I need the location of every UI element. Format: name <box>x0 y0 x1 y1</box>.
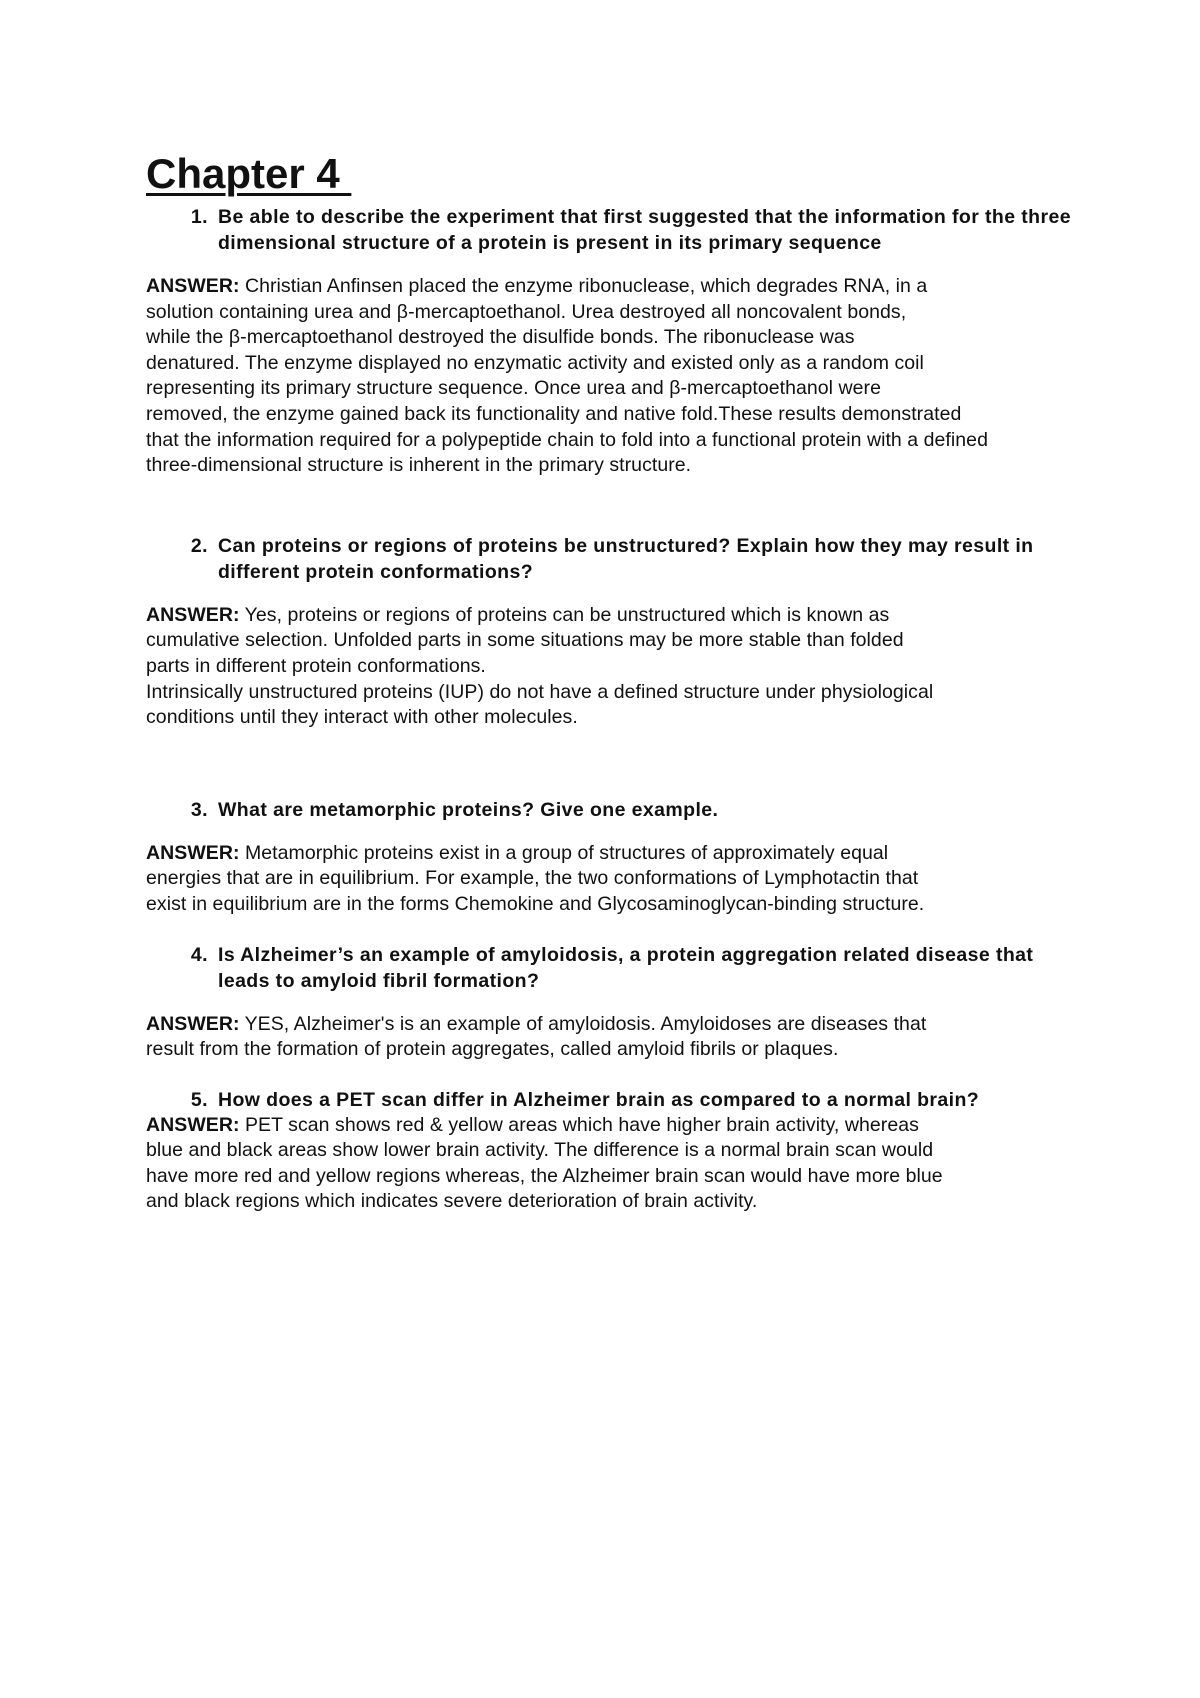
answer-line: ANSWER: PET scan shows red & yellow areas which have higher brain activity, whereas <box>146 1113 919 1136</box>
question-1 <box>146 204 1076 256</box>
question-4 <box>146 942 1076 994</box>
answer-line: while the β-mercaptoethanol destroyed the disulfide bonds. The ribonuclease was <box>146 326 855 349</box>
answer-1 <box>146 274 1076 479</box>
question-number: 4. <box>190 943 208 966</box>
answer-line: result from the formation of protein aggregates, called amyloid fibrils or plaques. <box>146 1038 839 1061</box>
question-block-2 <box>146 533 1076 731</box>
question-text: Is Alzheimer’s an example of amyloidosis, a protein aggregation related disease that leads to amyloid fibril formation? <box>218 943 1034 992</box>
question-number: 2. <box>190 534 208 557</box>
question-block-5 <box>146 1087 1076 1215</box>
question-block-3 <box>146 797 1076 918</box>
answer-line: representing its primary structure sequence. Once urea and β-mercaptoethanol were <box>146 377 881 400</box>
answer-line: removed, the enzyme gained back its functionality and native fold.These results demonstrated <box>146 402 962 425</box>
question-text: How does a PET scan differ in Alzheimer brain as compared to a normal brain? <box>218 1088 980 1111</box>
question-3 <box>146 797 1076 823</box>
answer-line: ANSWER: Metamorphic proteins exist in a group of structures of approximately equal <box>146 841 889 864</box>
answer-line: that the information required for a polypeptide chain to fold into a functional protein with a defined <box>146 428 988 451</box>
question-text: Can proteins or regions of proteins be unstructured? Explain how they may result in different protein conformations? <box>218 534 1034 583</box>
question-text: Be able to describe the experiment that first suggested that the information for the three dimensional structure of a protein is present in its primary sequence <box>218 206 1071 254</box>
answer-line: energies that are in equilibrium. For example, the two conformations of Lymphotactin that <box>146 867 919 890</box>
answer-line: ANSWER: Yes, proteins or regions of proteins can be unstructured which is known as <box>146 603 890 626</box>
answer-2 <box>146 603 1076 731</box>
answer-line: solution containing urea and β-mercaptoethanol. Urea destroyed all noncovalent bonds, <box>146 300 907 323</box>
answer-label: ANSWER: <box>146 1012 240 1035</box>
answer-4 <box>146 1012 1076 1063</box>
answer-label: ANSWER: <box>146 1113 240 1136</box>
answer-label: ANSWER: <box>146 841 240 864</box>
answer-line: conditions until they interact with other molecules. <box>146 706 578 729</box>
question-number: 3. <box>190 798 208 821</box>
answer-line: cumulative selection. Unfolded parts in some situations may be more stable than folded <box>146 629 904 652</box>
question-block-1 <box>146 204 1076 479</box>
question-block-4 <box>146 942 1076 1063</box>
answer-line: blue and black areas show lower brain activity. The difference is a normal brain scan would <box>146 1139 934 1162</box>
answer-line: parts in different protein conformations. <box>146 654 486 677</box>
answer-3 <box>146 841 1076 918</box>
question-text: What are metamorphic proteins? Give one example. <box>218 798 719 821</box>
answer-line: and black regions which indicates severe deterioration of brain activity. <box>146 1190 758 1213</box>
chapter-title: Chapter 4 <box>146 150 352 197</box>
answer-line: ANSWER: YES, Alzheimer's is an example of amyloidosis. Amyloidoses are diseases that <box>146 1012 927 1035</box>
answer-line: exist in equilibrium are in the forms Chemokine and Glycosaminoglycan-binding structure. <box>146 892 925 915</box>
answer-label: ANSWER: <box>146 603 240 626</box>
answer-line: denatured. The enzyme displayed no enzymatic activity and existed only as a random coil <box>146 351 924 374</box>
question-number: 5. <box>190 1088 208 1111</box>
answer-5 <box>146 1113 1076 1215</box>
answer-line: ANSWER: Christian Anfinsen placed the enzyme ribonuclease, which degrades RNA, in a <box>146 275 928 297</box>
answer-label: ANSWER: <box>146 275 240 297</box>
document-page <box>146 150 1076 1215</box>
question-2 <box>146 533 1076 585</box>
question-5 <box>146 1087 1076 1113</box>
answer-line: Intrinsically unstructured proteins (IUP) do not have a defined structure under physiological <box>146 680 934 703</box>
answer-line: have more red and yellow regions whereas, the Alzheimer brain scan would have more blue <box>146 1164 943 1187</box>
answer-line: three-dimensional structure is inherent in the primary structure. <box>146 454 692 477</box>
question-number: 1. <box>190 206 208 228</box>
